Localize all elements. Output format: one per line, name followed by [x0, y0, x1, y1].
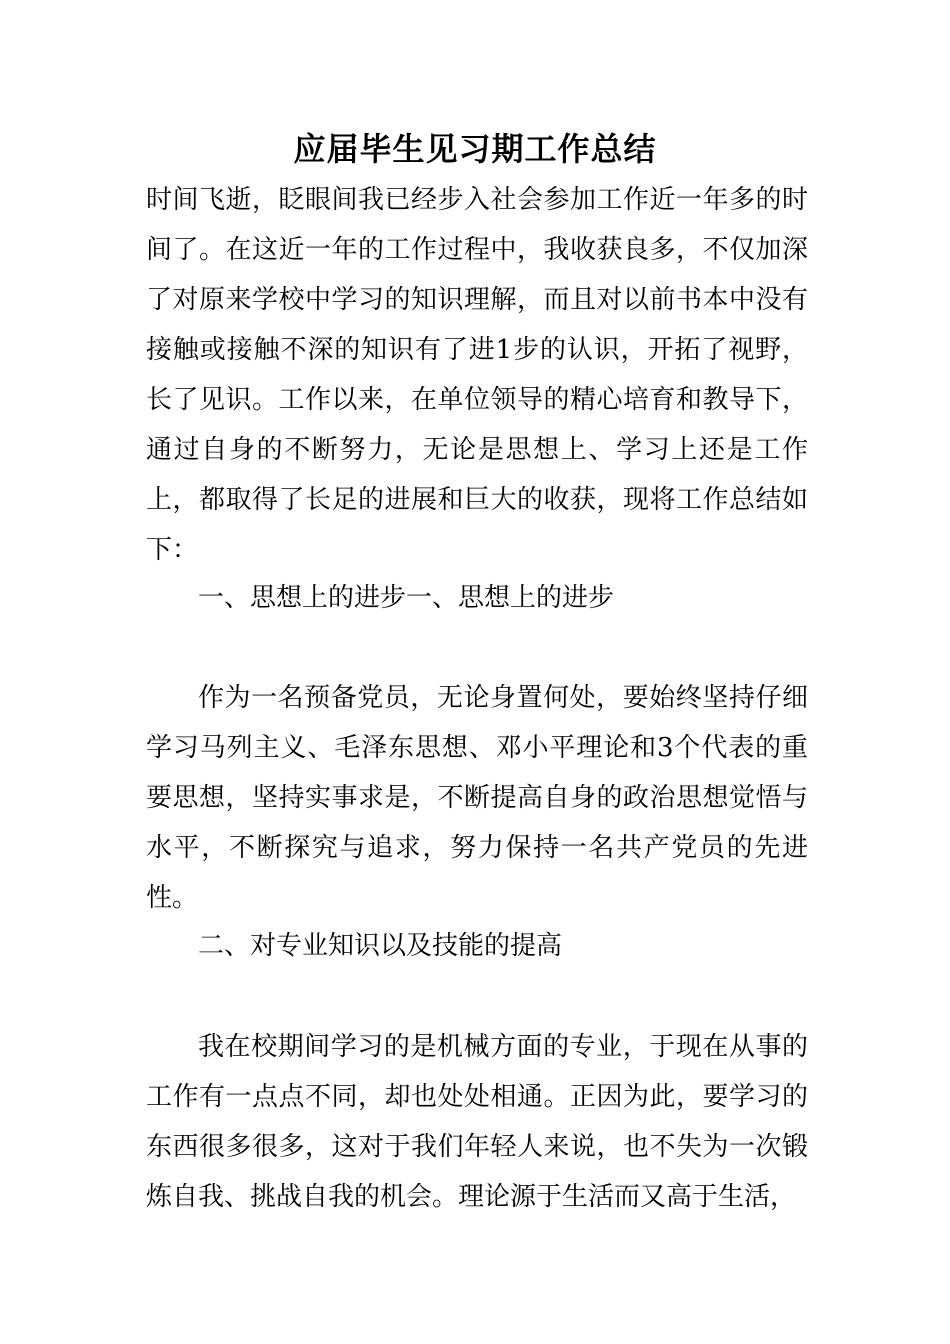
- section-heading-thought: 一、思想上的进步一、思想上的进步: [198, 583, 615, 613]
- skills-paragraph: 我在校期间学习的是机械方面的专业，于现在从事的工作有一点点不同，却也处处相通。正因为此，要学习的东西很多很多，这对于我们年轻人来说，也不失为一次锻炼自我、挑战自我的机会。理论源于生活而又高于生活，: [146, 1032, 808, 1212]
- thought-paragraph: 作为一名预备党员，无论身置何处，要始终坚持仔细学习马列主义、毛泽东思想、邓小平理论和3个代表的重要思想，坚持实事求是，不断提高自身的政治思想觉悟与水平，不断探究与追求，努力保持一名共产党员的先进性。: [146, 683, 808, 913]
- document-title: 应届毕生见习期工作总结: [293, 130, 657, 168]
- intro-paragraph: 时间飞逝，眨眼间我已经步入社会参加工作近一年多的时间了。在这近一年的工作过程中，我收获良多，不仅加深了对原来学校中学习的知识理解，而且对以前书本中没有接触或接触不深的知识有了进1步的认识，开拓了视野，长了见识。工作以来，在单位领导的精心培育和教导下，通过自身的不断努力，无论是思想上、学习上还是工作上，都取得了长足的进展和巨大的收获，现将工作总结如下：: [146, 185, 808, 565]
- section-heading-skills: 二、对专业知识以及技能的提高: [198, 931, 563, 961]
